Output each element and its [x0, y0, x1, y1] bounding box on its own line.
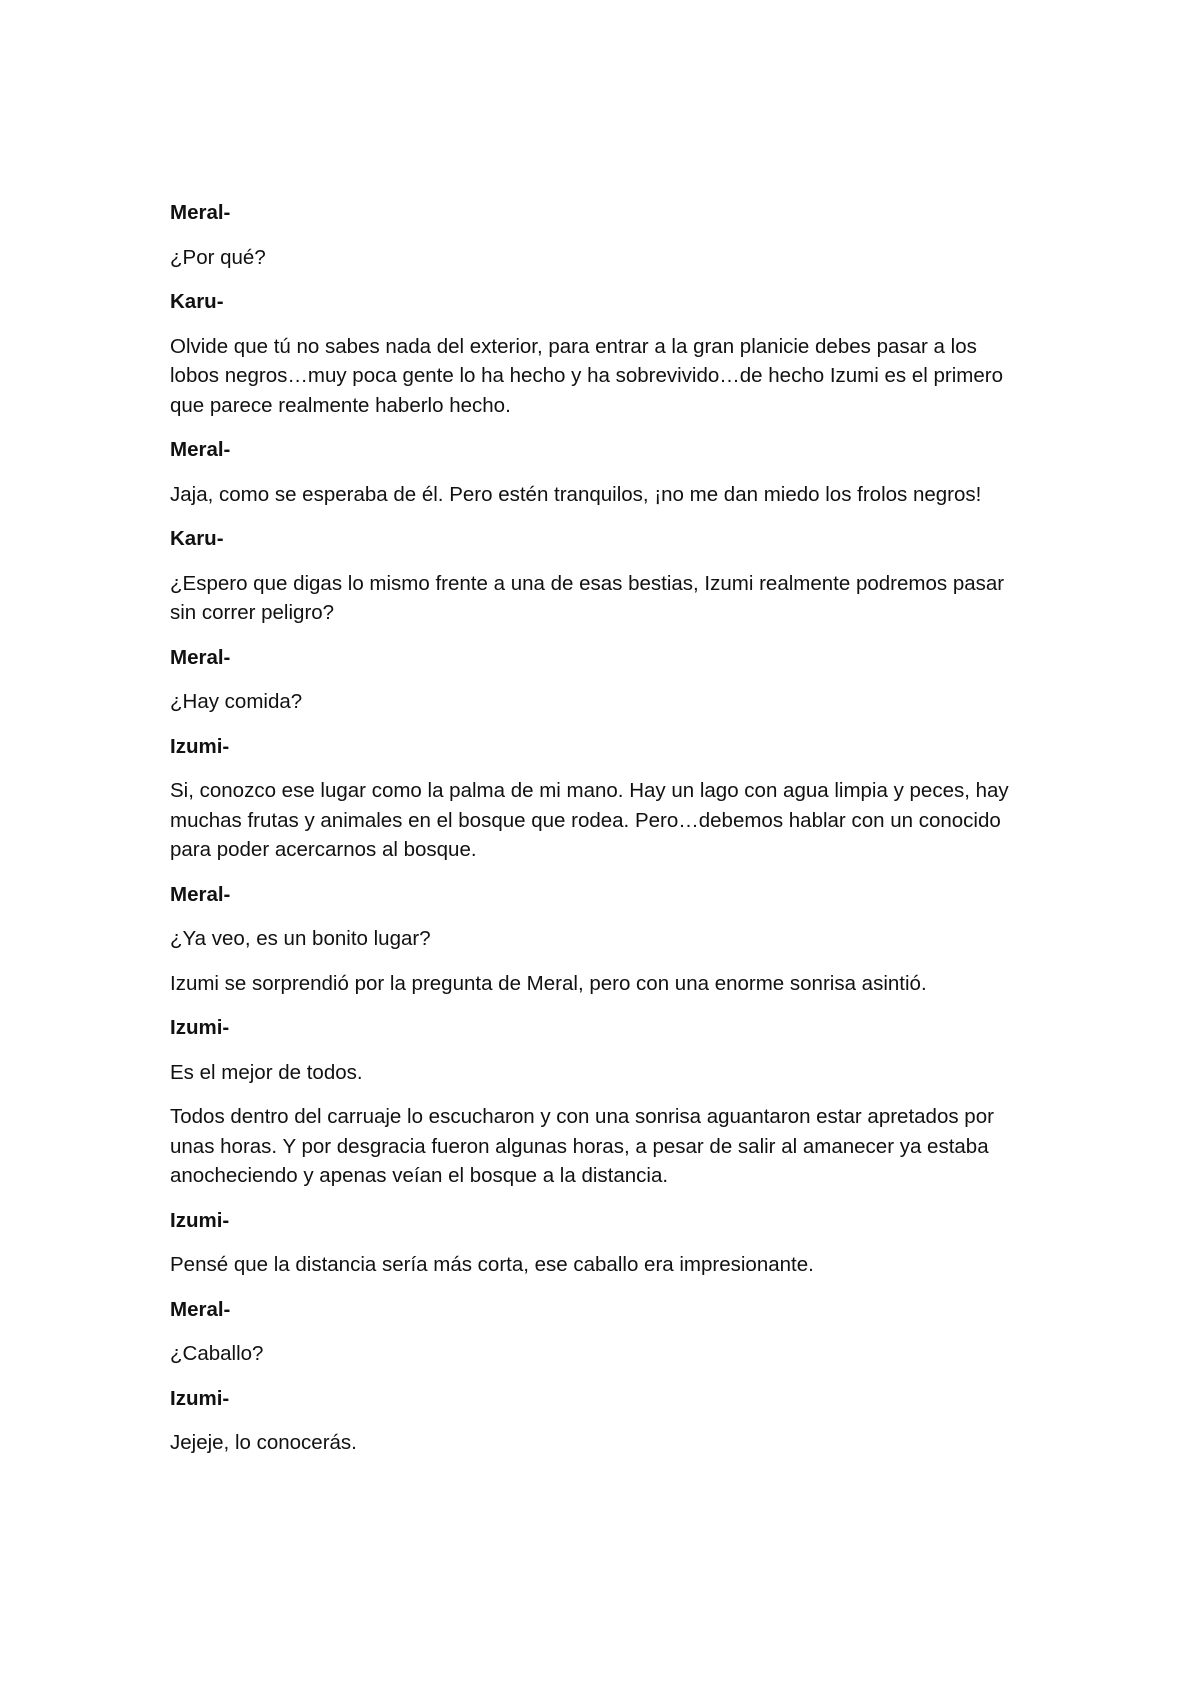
narration-line: Izumi se sorprendió por la pregunta de Meral, pero con una enorme sonrisa asintió.: [170, 971, 927, 995]
dialogue-line: Si, conozco ese lugar como la palma de mi mano. Hay un lago con agua limpia y peces, hay muchas frutas y animales en el bosque que rodea. Pero…debemos hablar con un conocido para poder acercarnos al bosque.: [170, 779, 1009, 861]
dialogue-line: Jejeje, lo conocerás.: [170, 1431, 357, 1454]
dialogue-line: Olvide que tú no sabes nada del exterior, para entrar a la gran planicie debes pasar a los lobos negros…muy poca gente lo ha hecho y ha sobrevivido…de hecho Izumi es el primero que parece realmente haberlo hecho.: [170, 334, 1003, 417]
dialogue-line: ¿Espero que digas lo mismo frente a una de esas bestias, Izumi realmente podremos pasar sin correr peligro?: [170, 571, 1005, 624]
speaker-label: Meral-: [170, 645, 231, 669]
speaker-label: Izumi-: [170, 1386, 230, 1410]
speaker-label: Izumi-: [170, 1208, 230, 1232]
speaker-label: Izumi-: [170, 734, 230, 758]
speaker-label: Meral-: [170, 201, 231, 224]
document-page: [170, 198, 1030, 1473]
speaker-label: Izumi-: [170, 1016, 230, 1039]
dialogue-line: ¿Por qué?: [170, 245, 266, 269]
dialogue-line: Es el mejor de todos.: [170, 1060, 363, 1084]
speaker-label: Karu-: [170, 290, 224, 313]
dialogue-line: ¿Caballo?: [170, 1342, 264, 1365]
speaker-label: Meral-: [170, 882, 231, 906]
dialogue-line: ¿Hay comida?: [170, 690, 303, 713]
dialogue-line: Jaja, como se esperaba de él. Pero estén tranquilos, ¡no me dan miedo los frolos negros!: [170, 482, 982, 506]
speaker-label: Meral-: [170, 438, 231, 461]
narration-line: Todos dentro del carruaje lo escucharon y con una sonrisa aguantaron estar apretados por unas horas. Y por desgracia fueron algunas horas, a pesar de salir al amanecer ya estaba anocheciendo y apenas veían el bosque a la distancia.: [170, 1105, 994, 1187]
speaker-label: Meral-: [170, 1297, 231, 1321]
dialogue-line: ¿Ya veo, es un bonito lugar?: [170, 927, 431, 950]
dialogue-line: Pensé que la distancia sería más corta, ese caballo era impresionante.: [170, 1253, 814, 1276]
speaker-label: Karu-: [170, 527, 224, 550]
